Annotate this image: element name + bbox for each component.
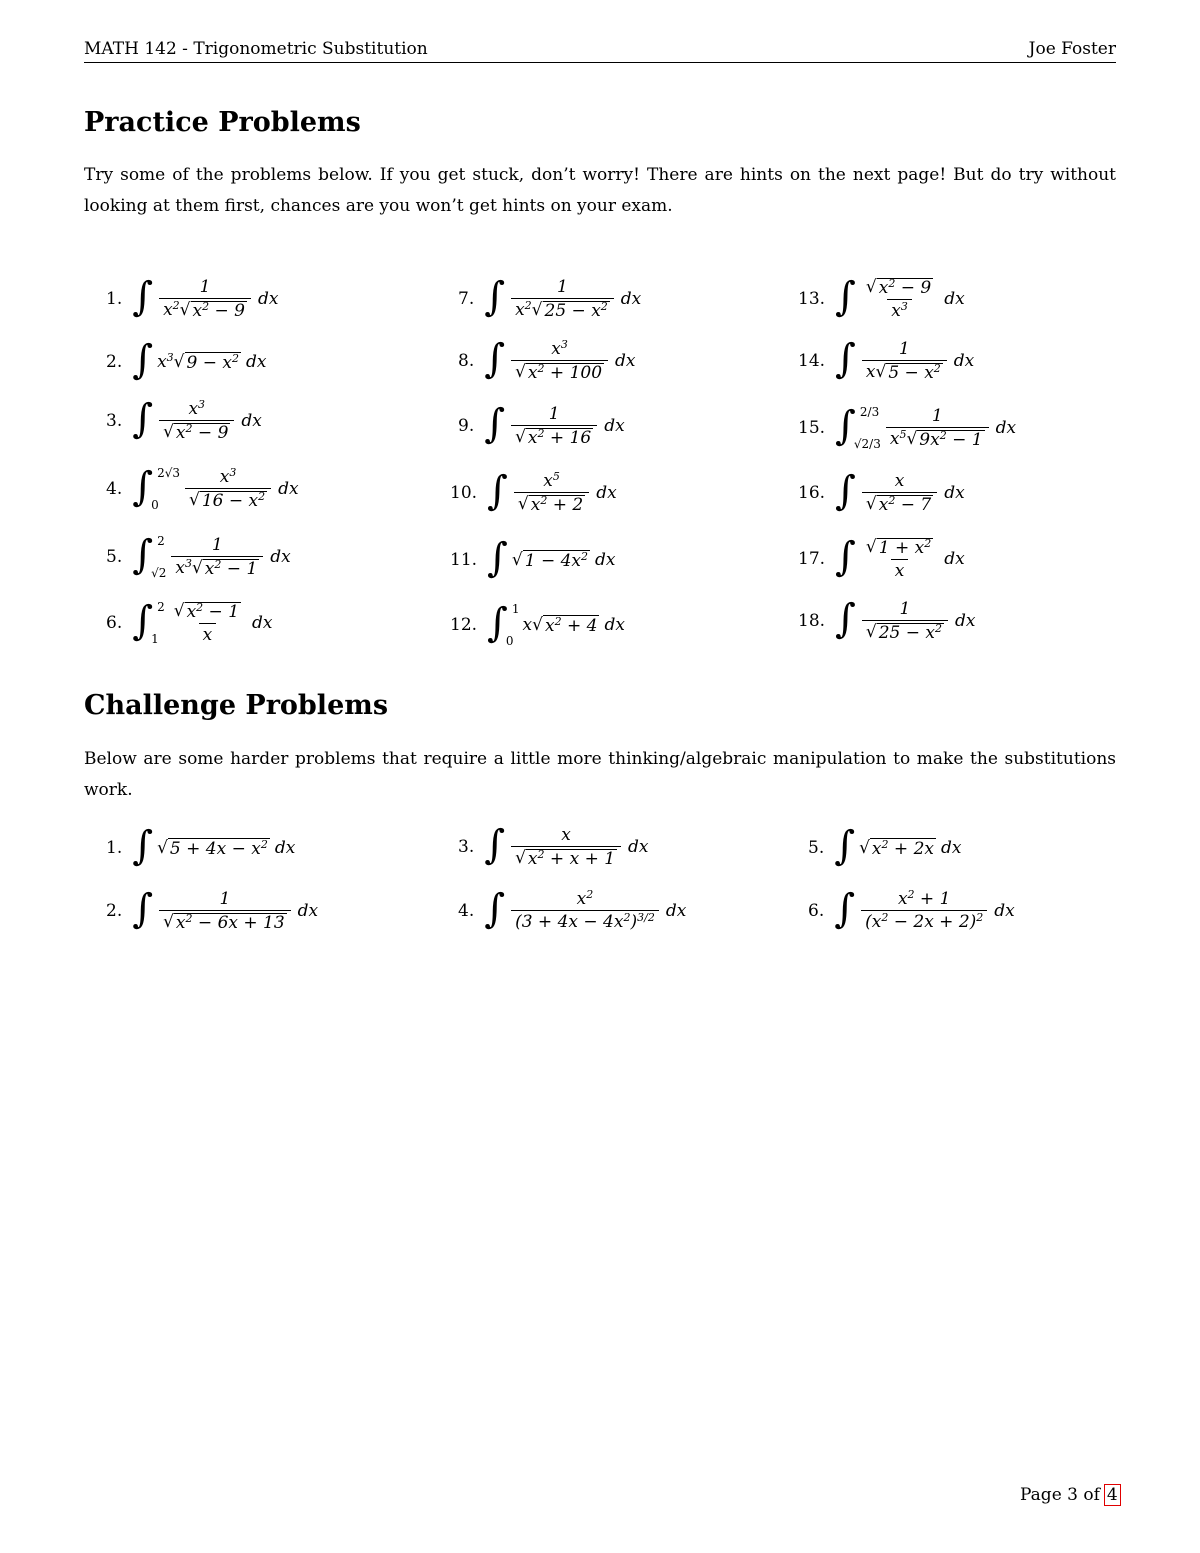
practice-problem-16: 16. ∫ x √ $x^2 - 7$ dx <box>798 468 965 515</box>
practice-problem-13: 13. ∫ √ $x^2 - 9$ $x^3$ dx <box>798 274 965 321</box>
practice-problem-5: 5. ∫ 2 √2 1 $x^3$ √ $x^2 - 1$ dx <box>106 532 291 580</box>
practice-problem-12: 12. ∫ 1 0 x √ $x^2 + 4$ dx <box>450 600 625 648</box>
practice-problem-2: 2. ∫ $x^3$ √ $9 - x^2$ dx <box>106 337 267 383</box>
practice-problem-1: 1. ∫ 1 $x^2$ √ $x^2 - 9$ dx <box>106 274 279 321</box>
practice-problem-15: 15. ∫ 2/3 √2/3 1 $x^5$ √ $9x^2 - 1$ dx <box>798 403 1017 451</box>
page-footer <box>1020 1484 1121 1506</box>
practice-problem-7: 7. ∫ 1 $x^2$ √ $25 - x^2$ dx <box>458 274 642 321</box>
practice-problem-14: 14. ∫ 1 x √ $5 - x^2$ dx <box>798 336 975 383</box>
practice-title: Practice Problems <box>84 107 361 138</box>
practice-problem-3: 3. ∫ $x^3$ √ $x^2 - 9$ dx <box>106 396 262 443</box>
practice-problem-9: 9. ∫ 1 √ $x^2 + 16$ dx <box>458 401 625 448</box>
page-total-link[interactable]: 4 <box>1104 1484 1121 1506</box>
page-header <box>84 38 1116 63</box>
challenge-problem-6: 6. ∫ $\frac{x^2 + 1}{(x^2 - 2x + 2)^2}$ dx <box>808 885 1015 932</box>
challenge-problem-1: 1. ∫ √ $5 + 4x - x^2$ dx <box>106 823 296 869</box>
challenge-problem-3: 3. ∫ x √ $x^2 + x + 1$ dx <box>458 822 649 869</box>
practice-problem-18: 18. ∫ 1 √ $25 - x^2$ dx <box>798 596 976 643</box>
page-number-label: Page 3 of <box>1020 1485 1100 1505</box>
practice-problem-11: 11. ∫ √ $1 - 4x^2$ dx <box>450 535 616 581</box>
practice-problem-4: 4. ∫ 2√3 0 $x^3$ √ $16 - x^2$ dx <box>106 464 299 512</box>
practice-problem-10: 10. ∫ $x^5$ √ $x^2 + 2$ dx <box>450 468 617 515</box>
author-name: Joe Foster <box>1028 39 1116 59</box>
challenge-problem-5: 5. ∫ √ $x^2 + 2x$ dx <box>808 823 962 869</box>
challenge-intro: Below are some harder problems that require a little more thinking/algebraic manipulation to make the substitutions work. <box>84 749 1116 800</box>
challenge-problem-2: 2. ∫ 1 √ $x^2 - 6x + 13$ dx <box>106 886 319 933</box>
practice-problem-6: 6. ∫ 2 1 √ $x^2 - 1$ x dx <box>106 598 273 646</box>
practice-intro: Try some of the problems below. If you get stuck, don’t worry! There are hints on the next page! But do try without looking at them first, chances are you won’t get hints on your exam. <box>84 165 1116 216</box>
challenge-title: Challenge Problems <box>84 690 389 721</box>
challenge-problem-4: 4. ∫ $\frac{x^2}{(3 + 4x - 4x^2)^{3/2}}$ dx <box>458 885 687 932</box>
practice-problem-17: 17. ∫ √ $1 + x^2$ x dx <box>798 534 965 581</box>
course-title: MATH 142 - Trigonometric Substitution <box>84 39 428 59</box>
practice-problem-8: 8. ∫ $x^3$ √ $x^2 + 100$ dx <box>458 336 636 383</box>
